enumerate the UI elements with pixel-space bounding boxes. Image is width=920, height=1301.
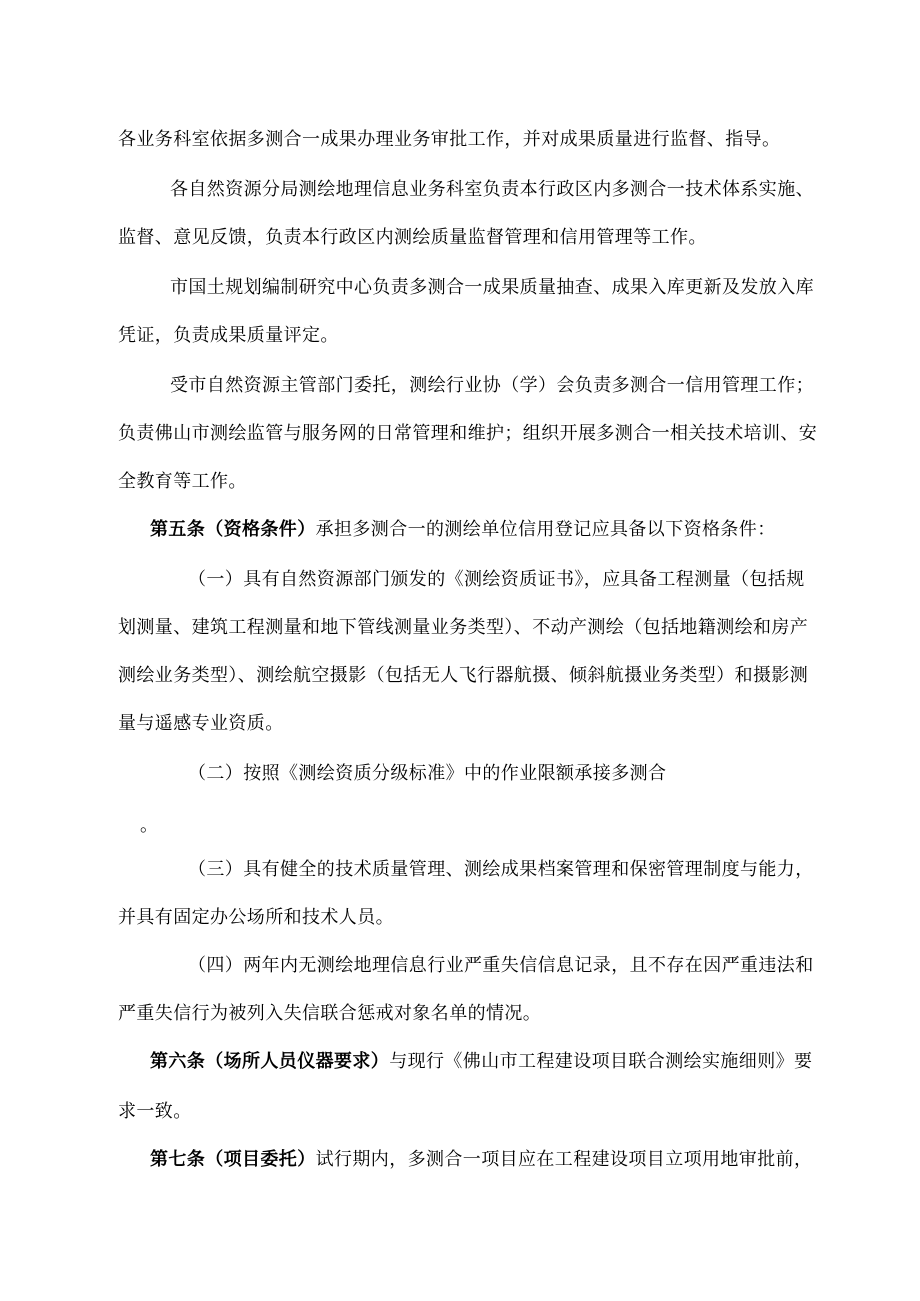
paragraph-line: （三）具有健全的技术质量管理、测绘成果档案管理和保密管理制度与能力， xyxy=(188,859,814,880)
paragraph-line: 负责佛山市测绘监管与服务网的日常管理和维护；组织开展多测合一相关技术培训、安 xyxy=(118,423,818,444)
paragraph-line: 监督、意见反馈，负责本行政区内测绘质量监督管理和信用管理等工作。 xyxy=(118,227,707,248)
paragraph-line: （一）具有自然资源部门颁发的《测绘资质证书》，应具备工程测量（包括规 xyxy=(188,569,805,590)
paragraph-line: 求一致。 xyxy=(118,1101,192,1122)
article-7-heading: 第七条（项目委托） xyxy=(150,1149,316,1170)
paragraph-line: 量与遥感专业资质。 xyxy=(118,713,284,734)
article-6-text: 与现行《佛山市工程建设项目联合测绘实施细则》要 xyxy=(389,1051,813,1072)
paragraph-line: 并具有固定办公场所和技术人员。 xyxy=(118,907,394,928)
article-6-line xyxy=(150,1050,812,1074)
paragraph-line: 严重失信行为被列入失信联合惩戒对象名单的情况。 xyxy=(118,1003,542,1024)
article-5-heading: 第五条（资格条件） xyxy=(150,519,316,540)
paragraph-line: 市国土规划编制研究中心负责多测合一成果质量抽查、成果入库更新及发放入库 xyxy=(170,277,814,298)
article-5-text: 承担多测合一的测绘单位信用登记应具备以下资格条件： xyxy=(315,519,776,540)
article-7-line xyxy=(150,1148,812,1172)
paragraph-line: 各业务科室依据多测合一成果办理业务审批工作，并对成果质量进行监督、指导。 xyxy=(118,129,781,150)
paragraph-line: 凭证，负责成果质量评定。 xyxy=(118,325,339,346)
paragraph-line: 受市自然资源主管部门委托，测绘行业协（学）会负责多测合一信用管理工作； xyxy=(170,375,814,396)
paragraph-line: （四）两年内无测绘地理信息行业严重失信信息记录，且不存在因严重违法和 xyxy=(188,955,814,976)
article-6-heading: 第六条（场所人员仪器要求） xyxy=(150,1051,390,1072)
article-5-line xyxy=(150,518,776,542)
article-7-text: 试行期内，多测合一项目应在工程建设项目立项用地审批前， xyxy=(315,1149,813,1170)
paragraph-line: 各自然资源分局测绘地理信息业务科室负责本行政区内多测合一技术体系实施、 xyxy=(170,179,814,200)
paragraph-line: 测绘业务类型）、测绘航空摄影（包括无人飞行器航摄、倾斜航摄业务类型）和摄影测 xyxy=(118,665,809,686)
paragraph-line: 划测量、建筑工程测量和地下管线测量业务类型）、不动产测绘（包括地籍测绘和房产 xyxy=(118,617,809,638)
paragraph-line: 全教育等工作。 xyxy=(118,471,247,492)
paragraph-line: （二）按照《测绘资质分级标准》中的作业限额承接多测合 xyxy=(188,763,667,784)
paragraph-line: 。 xyxy=(140,815,159,836)
